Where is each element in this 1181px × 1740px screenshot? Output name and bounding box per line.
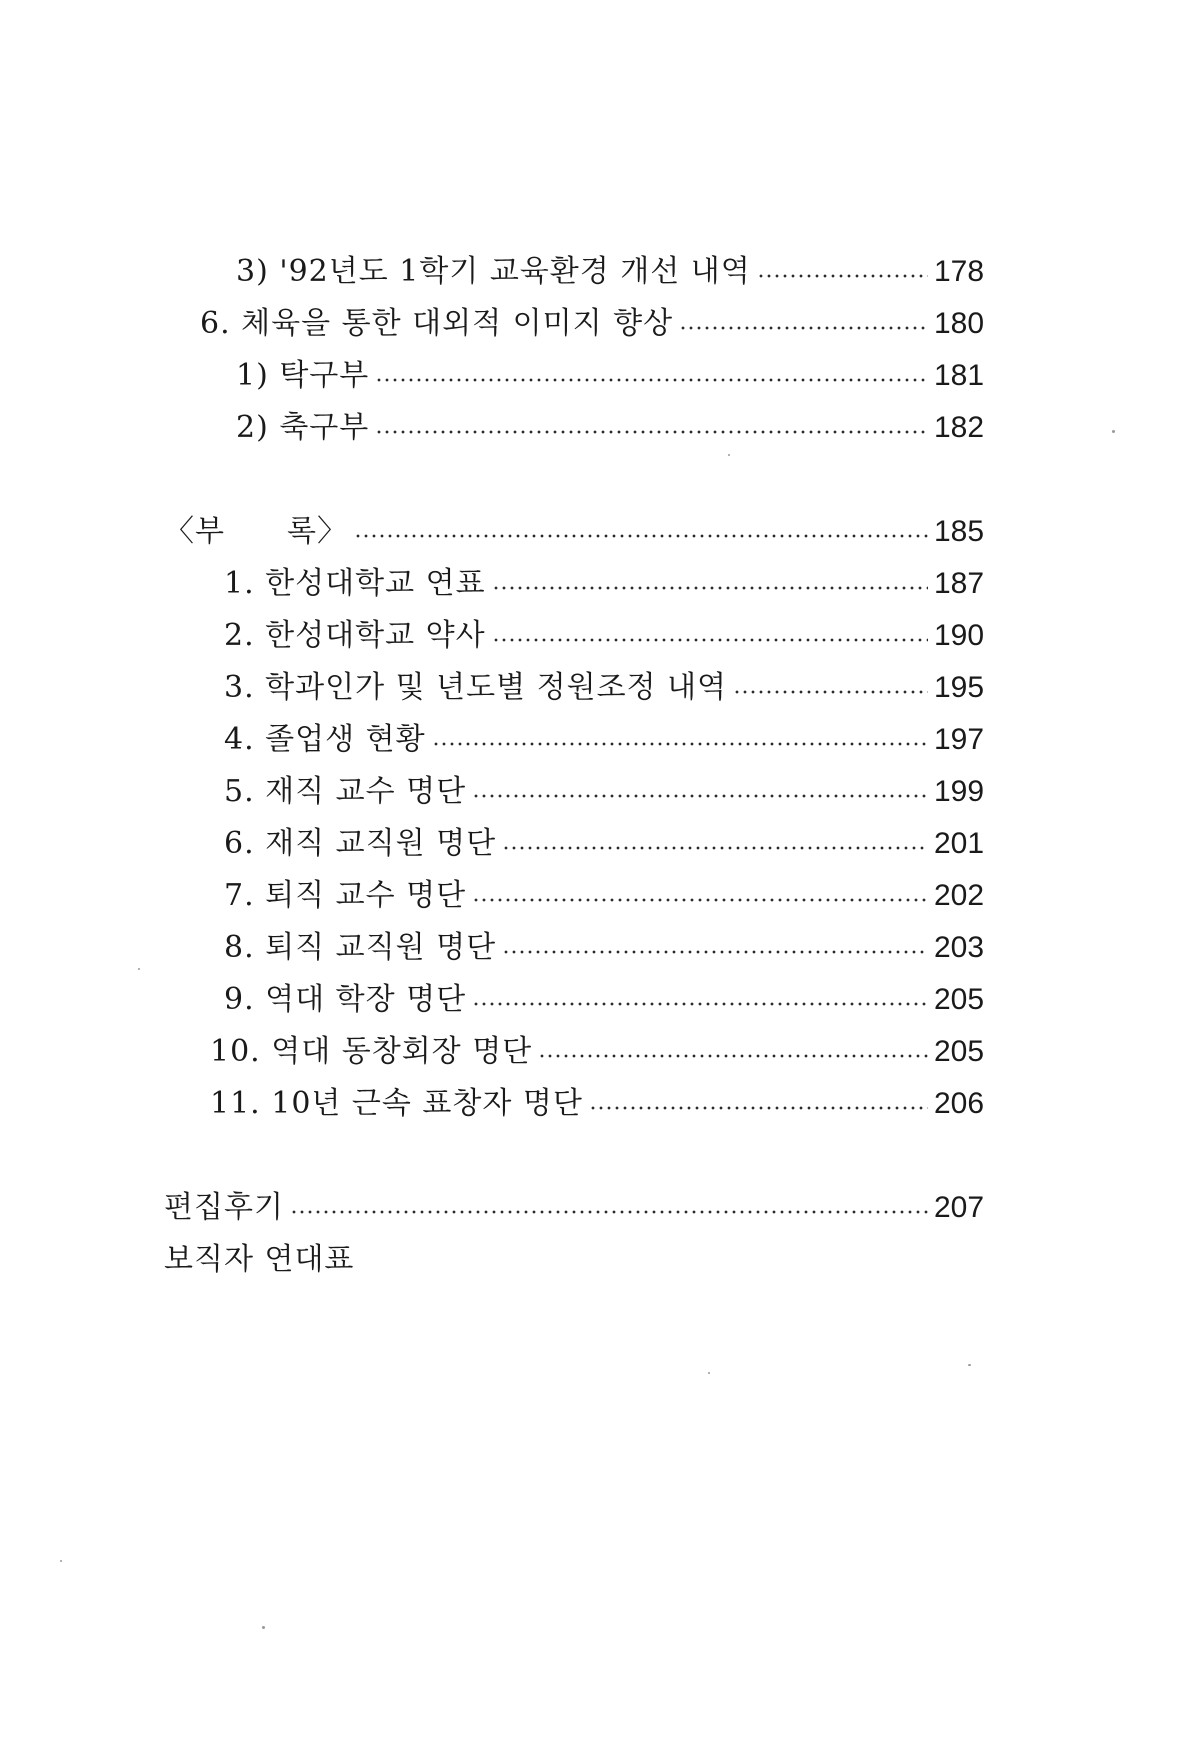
dot-leader: [502, 950, 928, 954]
dot-leader: [492, 638, 928, 642]
toc-entry-label: 6. 재직 교직원 명단: [224, 826, 497, 861]
dot-leader: [432, 742, 928, 746]
dot-leader: [502, 846, 928, 850]
dot-leader: [757, 274, 928, 278]
dot-leader: [733, 690, 928, 694]
toc-entry-page: 199: [934, 775, 985, 808]
toc-entry-label: 9. 역대 학장 명단: [224, 982, 467, 1017]
dot-leader: [375, 378, 928, 382]
toc-entry-label: 2) 축구부: [236, 410, 370, 445]
toc-entry: [224, 770, 985, 814]
toc-entry-page: 181: [934, 359, 985, 392]
toc-entry-page: 180: [934, 307, 985, 340]
toc-entry: [224, 614, 985, 658]
toc-entry-page: 205: [934, 1035, 985, 1068]
toc-entry: [224, 718, 985, 762]
toc-entry-label: 보직자 연대표: [164, 1242, 355, 1277]
toc-entry-page: 178: [934, 255, 985, 288]
toc-entry-label: 8. 퇴직 교직원 명단: [224, 930, 497, 965]
scan-speck: [60, 1560, 62, 1562]
toc-entry-label: 5. 재직 교수 명단: [224, 774, 467, 809]
dot-leader: [589, 1106, 928, 1110]
dot-leader: [492, 586, 928, 590]
toc-entry: [210, 1082, 985, 1126]
dot-leader: [290, 1210, 928, 1214]
toc-entry-label: 3. 학과인가 및 년도별 정원조정 내역: [224, 670, 728, 705]
toc-entry-label: 11. 10년 근속 표창자 명단: [210, 1086, 583, 1121]
toc-entry-page: 197: [934, 723, 985, 756]
toc-entry-label: 2. 한성대학교 약사: [224, 618, 486, 653]
scan-speck: [262, 1626, 265, 1629]
toc-entry: [224, 978, 985, 1022]
dot-leader: [679, 326, 928, 330]
toc-entry-page: 205: [934, 983, 985, 1016]
dot-leader: [472, 1002, 928, 1006]
toc-entry-page: 202: [934, 879, 985, 912]
scan-speck: [968, 1364, 971, 1366]
toc-entry-page: 190: [934, 619, 985, 652]
toc-entry: [224, 874, 985, 918]
toc-entry-label: 4. 졸업생 현황: [224, 722, 426, 757]
toc-entry-page: 187: [934, 567, 985, 600]
toc-entry: [164, 1238, 564, 1282]
toc-entry-page: 195: [934, 671, 985, 704]
dot-leader: [472, 794, 928, 798]
toc-entry-page: 207: [934, 1191, 985, 1224]
toc-entry-label: 6. 체육을 통한 대외적 이미지 향상: [200, 306, 674, 341]
toc-entry-page: 203: [934, 931, 985, 964]
dot-leader: [538, 1054, 928, 1058]
toc-entry: [236, 250, 985, 294]
toc-entry: [224, 562, 985, 606]
toc-entry: [200, 302, 985, 346]
scan-speck: [138, 968, 140, 970]
dot-leader: [375, 430, 928, 434]
toc-entry: [224, 822, 985, 866]
scan-speck: [728, 454, 730, 456]
toc-entry: [236, 354, 985, 398]
toc-entry-label: 1) 탁구부: [236, 358, 370, 393]
toc-entry: [224, 926, 985, 970]
toc-entry-label: 〈부 록〉: [164, 514, 348, 549]
toc-entry-page: 182: [934, 411, 985, 444]
toc-appendix-heading: [164, 510, 985, 554]
scan-speck: [708, 1372, 710, 1374]
dot-leader: [354, 534, 928, 538]
toc-entry-page: 185: [934, 515, 985, 548]
toc-entry-page: 201: [934, 827, 985, 860]
toc-entry: [210, 1030, 985, 1074]
toc-entry: [224, 666, 985, 710]
toc-entry-label: 7. 퇴직 교수 명단: [224, 878, 467, 913]
toc-entry-label: 편집후기: [164, 1190, 284, 1225]
toc-entry-label: 10. 역대 동창회장 명단: [210, 1034, 533, 1069]
toc-entry-label: 3) '92년도 1학기 교육환경 개선 내역: [236, 254, 751, 289]
toc-entry: [236, 406, 985, 450]
dot-leader: [472, 898, 928, 902]
toc-entry-label: 1. 한성대학교 연표: [224, 566, 486, 601]
scan-speck: [1112, 430, 1115, 433]
toc-entry: [164, 1186, 985, 1230]
toc-entry-page: 206: [934, 1087, 985, 1120]
